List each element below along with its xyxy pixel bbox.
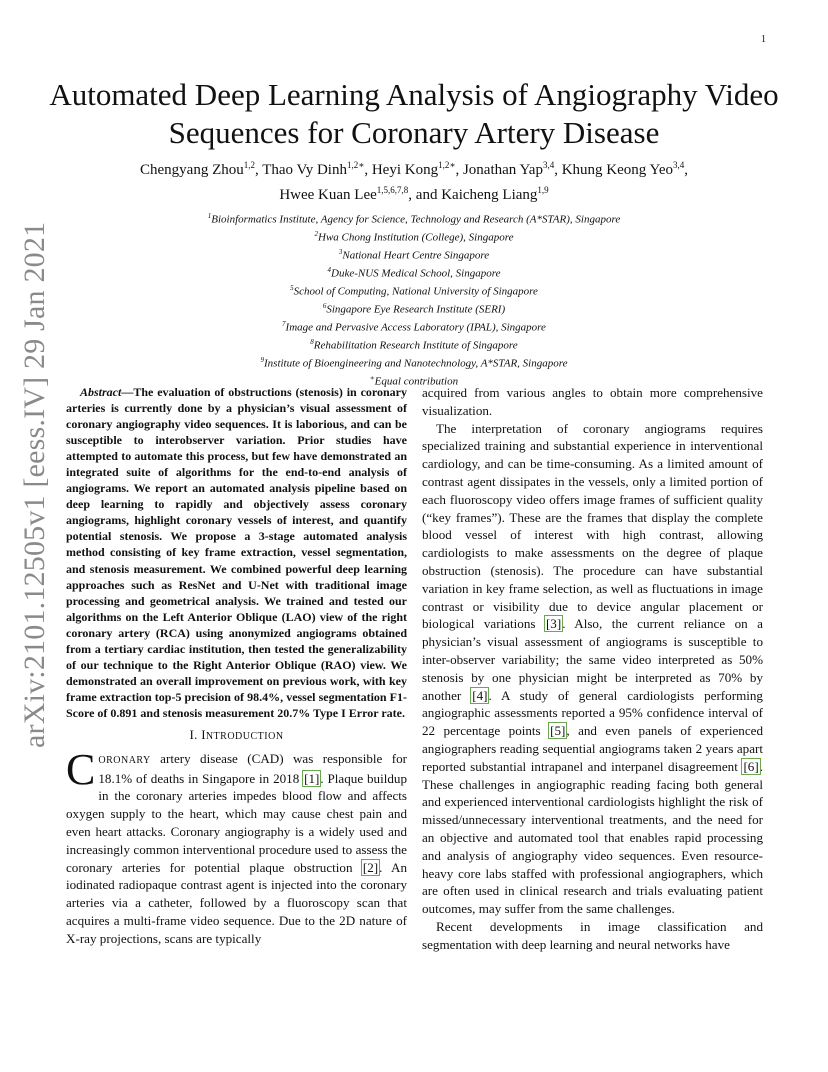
affiliation-text: Duke-NUS Medical School, Singapore <box>331 267 501 280</box>
affiliation-number: 1 <box>207 212 212 220</box>
citation-link[interactable]: [3] <box>545 616 562 632</box>
citation-link[interactable]: [2] <box>362 859 379 875</box>
affiliation-text: Equal contribution <box>374 375 459 388</box>
affiliation-number: 4 <box>327 265 332 274</box>
lead-word: ORONARY <box>98 754 151 766</box>
arxiv-side-stamp: arXiv:2101.12505v1 [eess.IV] 29 Jan 2021 <box>18 221 51 748</box>
affiliation-number: 8 <box>310 337 314 346</box>
author-separator: , <box>254 162 263 178</box>
abstract <box>66 384 407 721</box>
affiliation <box>40 209 788 227</box>
intro-paragraph-continued: acquired from various angles to obtain more comprehensive visualization. <box>422 385 763 418</box>
affiliation-text: Rehabilitation Research Institute of Singapore <box>313 339 518 352</box>
right-column <box>422 384 763 954</box>
author-affiliation-mark: 1,9 <box>537 185 549 195</box>
author-affiliation-mark: 3,4 <box>542 160 555 170</box>
author-affiliation-mark: 1,5,6,7,8 <box>376 185 409 195</box>
section-numeral: I. <box>189 726 202 742</box>
drop-cap: C <box>66 744 96 794</box>
author-separator: , <box>364 162 372 178</box>
author-separator: , <box>554 162 562 178</box>
affiliation <box>40 245 788 263</box>
author: Chengyang Zhou <box>140 162 244 178</box>
author: Khung Keong Yeo <box>561 162 673 178</box>
author: Jonathan Yap <box>462 162 543 178</box>
author: Hwee Kuan Lee <box>279 187 377 203</box>
author: Heyi Kong <box>371 162 439 178</box>
affiliation-number: 5 <box>290 283 294 292</box>
author-affiliation-mark: 1,2∗ <box>438 160 456 170</box>
affiliation-text: Hwa Chong Institution (College), Singapore <box>318 231 514 244</box>
section-title-rest: NTRODUCTION <box>205 730 284 742</box>
author-list <box>40 155 788 205</box>
intro-paragraph-1 <box>66 744 408 948</box>
affiliation-number: 7 <box>282 319 286 328</box>
affiliation-number: ∗ <box>369 373 375 382</box>
affiliation-text: National Heart Centre Singapore <box>342 249 490 262</box>
page-number: 1 <box>761 34 766 45</box>
affiliation-text: School of Computing, National University of Singapore <box>293 285 538 298</box>
affiliation-text: Singapore Eye Research Institute (SERI) <box>326 303 506 316</box>
affiliation-number: 9 <box>260 355 264 364</box>
paragraph-text: . Also, the current reliance on a physician’s visual assessment of angiograms is susceptible to inter-observer variability; the same video interpreted as 50% stenosis by one physician might be interpreted as 70% by another <box>422 616 763 703</box>
paragraph-text: , and even panels of experienced angiographers reading sequential angiograms taken 2 years apart reported substantial intrapanel and interpanel disagreement <box>422 723 764 774</box>
citation-link[interactable]: [5] <box>550 723 566 739</box>
citation-link[interactable]: [4] <box>472 687 488 703</box>
author-affiliation-mark: 3,4 <box>672 160 685 170</box>
affiliation-number: 6 <box>322 301 327 310</box>
affiliation <box>40 353 788 371</box>
paragraph-text: . These challenges in angiographic reading facing both general and experienced interventional cardiologists highlight the risk of missed/unnecessary interventional treatments, and the need for an objective and automated tool that enables rapid processing and analysis of angiography video sequences. Even resource-heavy core labs staffed with professional angiographers, which are often used in clinical research and trials evaluating patient outcomes, may suffer from the same challenges. <box>422 758 763 917</box>
author: Kaicheng Liang <box>441 187 538 203</box>
author: Thao Vy Dinh <box>262 162 347 178</box>
author-affiliation-mark: 1,2 <box>243 160 255 170</box>
affiliation-number: 2 <box>314 229 319 238</box>
affiliation-number: 3 <box>338 247 343 256</box>
paper-title: Automated Deep Learning Analysis of Angiography Video Sequences for Coronary Artery Disease <box>49 77 779 150</box>
author-separator: , and <box>408 187 442 203</box>
author-separator: , <box>455 162 463 178</box>
author-affiliation-mark: 1,2∗ <box>346 160 365 170</box>
paragraph-text: . Plaque buildup in the coronary arteries impedes blood flow and affects oxygen supply to the heart, which may cause chest pain and even heart attacks. Coronary angiography is a widely used and increasingly common interventional procedure used to assess the coronary arteries for potential plaque obstruction <box>66 770 408 875</box>
affiliation-list <box>40 209 788 389</box>
author-separator: , <box>684 162 688 178</box>
abstract-text: —The evaluation of obstructions (stenosis) in coronary arteries is currently done by a physician’s visual assessment of coronary angiography video sequences. It is laborious, and can be susceptible to interobserver variation. Prior studies have attempted to automate this process, but few have demonstrated an integrated suite of algorithms for the end-to-end analysis of angiograms. We report an automated analysis pipeline based on deep learning to rapidly and objectively assess coronary angiograms, highlight coronary vessels of interest, and quantify potential stenosis. We propose a 3-stage automated analysis method consisting of key frame extraction, vessel segmentation, and stenosis measurement. We combined powerful deep learning approaches such as ResNet and U-Net with traditional image processing and geometrical analysis. We trained and tested our algorithms on the Left Anterior Oblique (LAO) view of the right coronary artery (RCA) using anonymized angiograms obtained from a tertiary cardiac institution, then tested the generalizability of our technique to the Right Anterior Oblique (RAO) view. We demonstrated an overall improvement on previous work, with key frame extraction top-5 precision of 98.4%, vessel segmentation F1-Score of 0.891 and stenosis measurement 20.7% Type I Error rate. <box>66 385 407 720</box>
section-heading-introduction <box>66 726 407 746</box>
section-title-initial: I <box>201 726 206 742</box>
affiliation <box>40 281 788 299</box>
affiliation <box>40 227 788 245</box>
affiliation-text: Institute of Bioengineering and Nanotechnology, A*STAR, Singapore <box>264 357 568 370</box>
intro-paragraph-2 <box>422 420 763 918</box>
paragraph-text: artery disease (CAD) was responsible for 18.1% of deaths in Singapore in 2018 <box>98 750 407 786</box>
citation-link[interactable]: [1] <box>304 770 320 786</box>
citation-link[interactable]: [6] <box>743 758 759 774</box>
affiliation <box>40 263 788 281</box>
intro-paragraph-3: Recent developments in image classification and segmentation with deep learning and neural networks have <box>422 918 763 952</box>
left-column <box>66 384 407 948</box>
affiliation <box>40 299 788 317</box>
affiliation-text: Bioinformatics Institute, Agency for Science, Technology and Research (A*STAR), Singapore <box>211 213 621 226</box>
paragraph-text: . An iodinated radiopaque contrast agent is injected into the coronary arteries via a catheter, followed by a fluoroscopy scan that acquires a multi-frame video sequence. Due to the 2D nature of X-ray projections, scans are typically <box>66 859 407 946</box>
affiliation <box>40 335 788 353</box>
abstract-label: Abstract <box>80 385 122 399</box>
affiliation <box>40 317 788 335</box>
paragraph-text: The interpretation of coronary angiograms requires specialized training and substantial experience in interventional cardiology, and can be time-consuming. As a limited amount of contrast agent dissipates in the vessels, only a limited portion of each fluoroscopy video offers image frames of sufficient quality (“key frames”). These are the frames that display the complete blood vessel of interest with high contrast, allowing cardiologists to make assessments on the degree of plaque obstruction (stenosis). The procedure can have substantial variation in key frame selection, as well as fluctuations in image contrast or visibility due to device angular placement or biological variations <box>422 420 763 632</box>
paragraph-text: . A study of general cardiologists performing angiographic assessments reported a 95% confidence interval of 22 percentage points <box>422 687 763 739</box>
affiliation-text: Image and Pervasive Access Laboratory (IPAL), Singapore <box>285 321 546 334</box>
